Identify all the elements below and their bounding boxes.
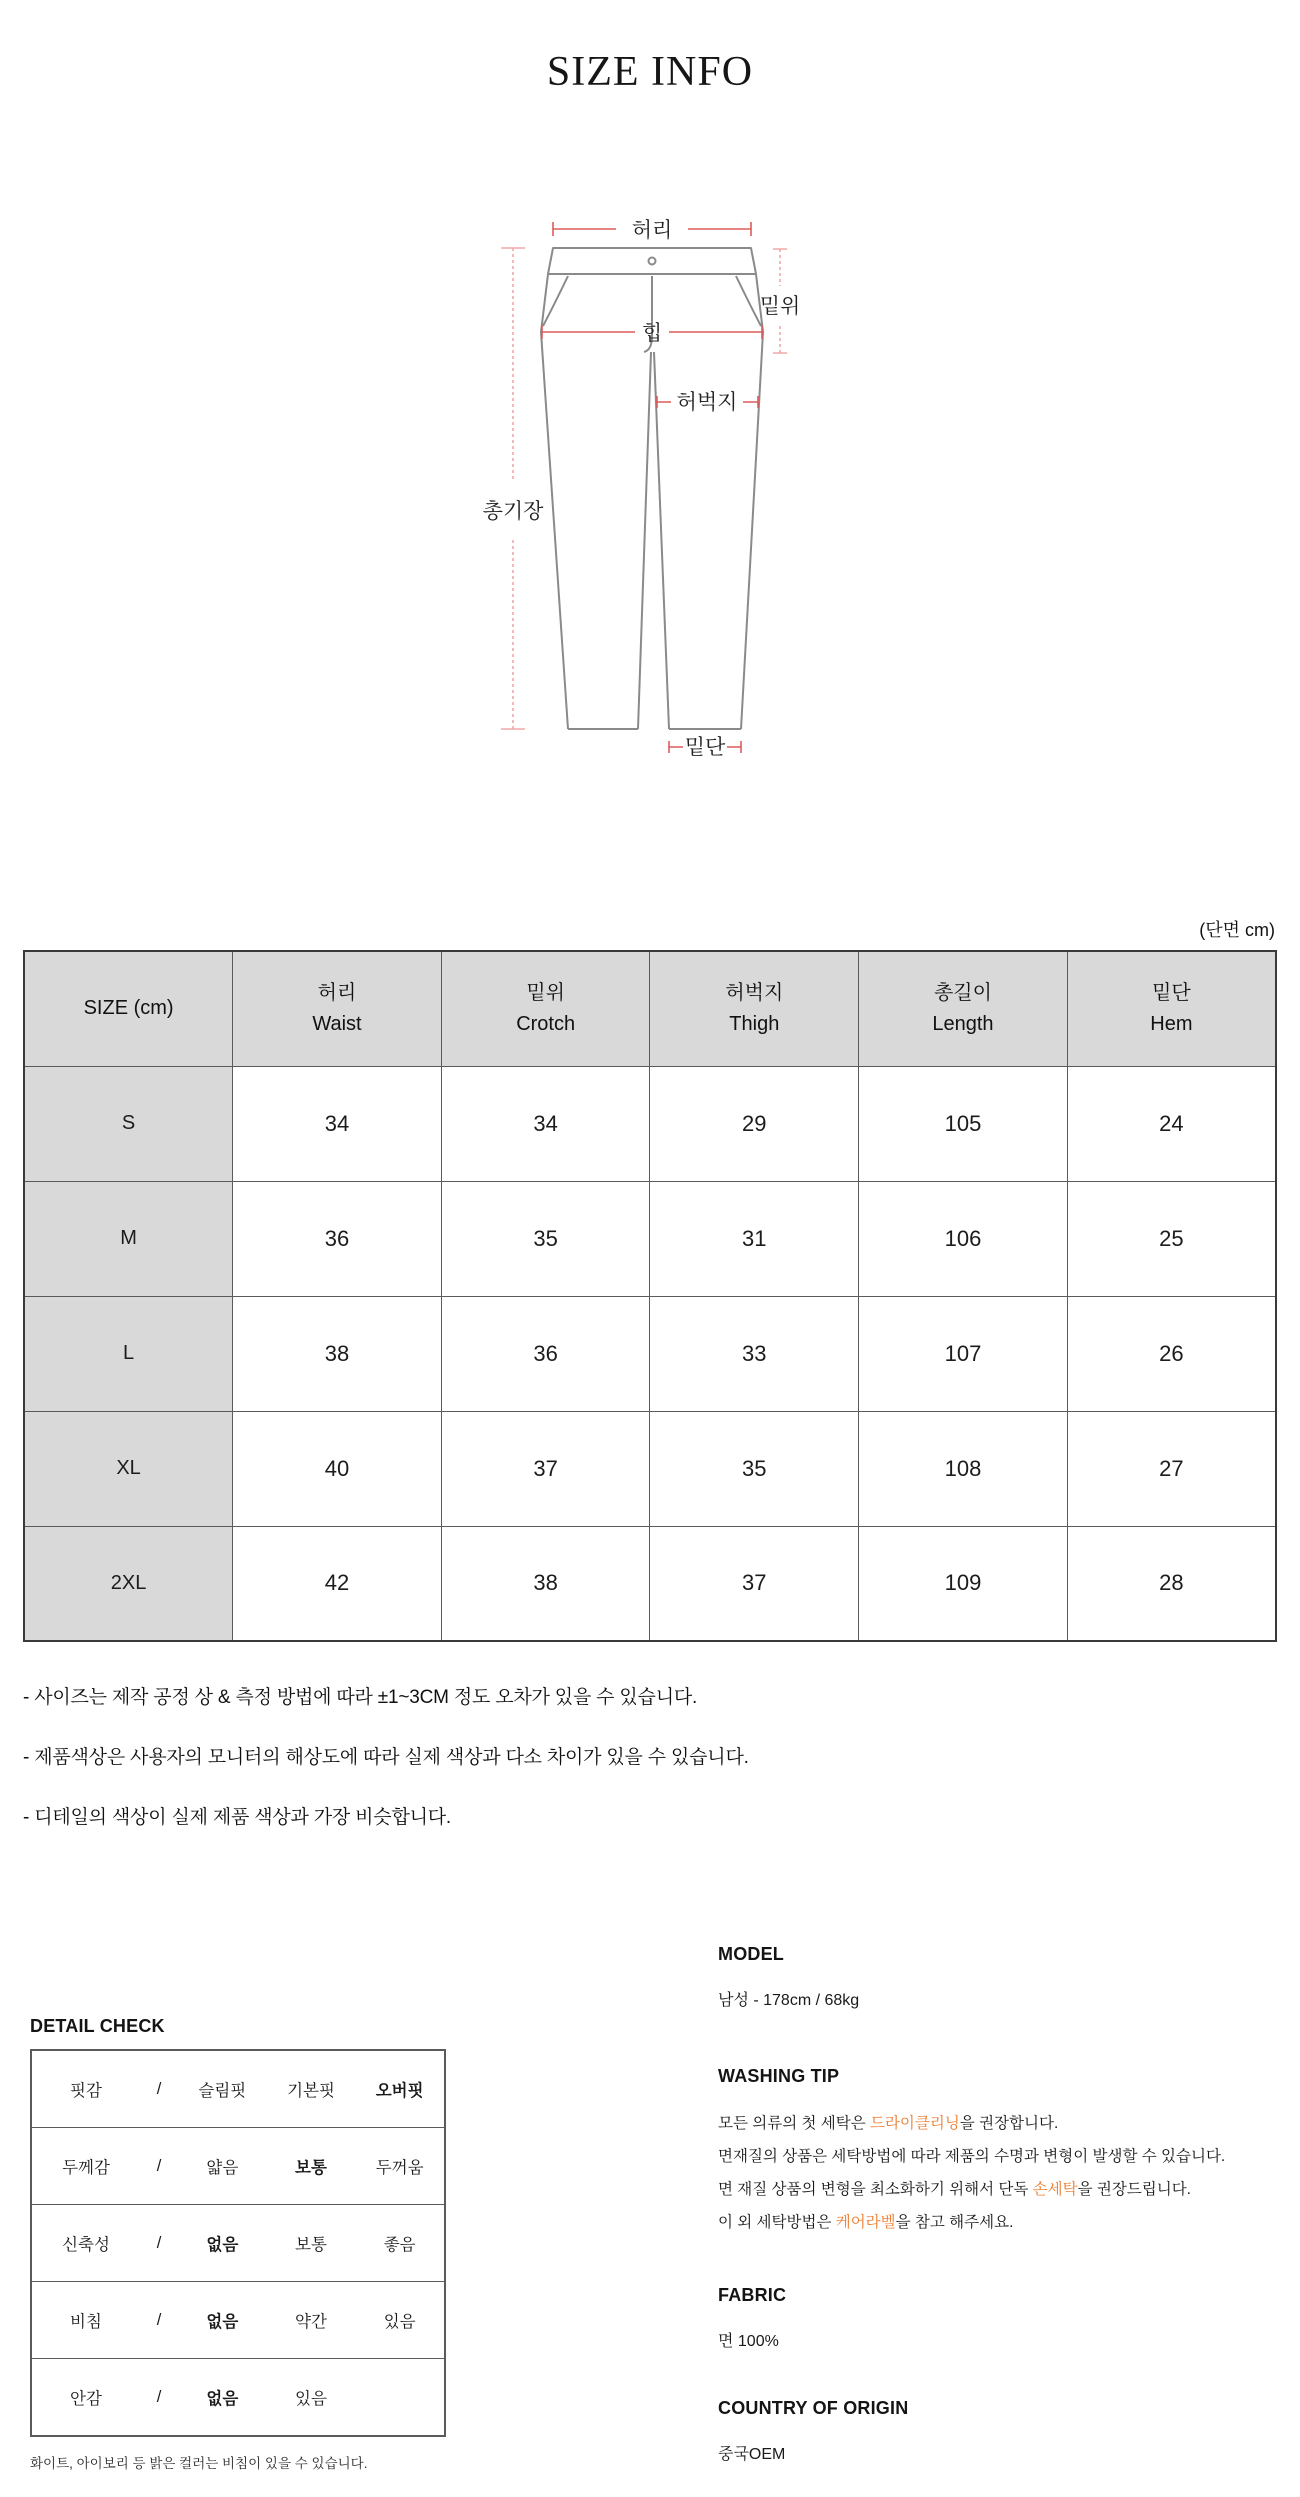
hip-measure-line (542, 322, 762, 345)
detail-check-row (31, 2359, 445, 2437)
washing-tip-line (718, 2140, 1278, 2173)
size-label-cell: S (24, 1066, 233, 1181)
length-measure-line (483, 248, 545, 729)
hip-label: 힙 (641, 322, 663, 345)
size-value-cell: 38 (233, 1296, 442, 1411)
size-value-cell: 29 (650, 1066, 859, 1181)
size-table-header-row (24, 951, 1276, 1066)
detail-option: 얇음 (206, 2159, 239, 2177)
note-line: - 사이즈는 제작 공정 상 & 측정 방법에 따라 ±1~3CM 정도 오차가 있을 수 있습니다. (23, 1687, 698, 1708)
washing-text: 을 권장드립니다. (1077, 2181, 1191, 2198)
size-label-cell: L (24, 1296, 233, 1411)
size-value-cell: 25 (1067, 1181, 1276, 1296)
detail-option: 없음 (206, 2236, 239, 2254)
model-value: 남성 - 178cm / 68kg (718, 1992, 860, 2009)
crotch-measure-line (760, 249, 801, 353)
page-title: SIZE INFO (546, 49, 754, 95)
size-table-header (24, 951, 1276, 1066)
detail-separator: / (156, 2156, 162, 2175)
washing-tip-line (718, 2107, 1278, 2140)
detail-separator: / (156, 2387, 162, 2406)
size-value-cell: 26 (1067, 1296, 1276, 1411)
pants-outline (541, 248, 763, 729)
hem-label: 밑단 (684, 736, 726, 759)
size-value-cell: 34 (233, 1066, 442, 1181)
washing-tip-heading: WASHING TIP (718, 2066, 840, 2086)
detail-check-row (31, 2050, 445, 2128)
header-ko-label: 허벅지 (725, 981, 784, 1004)
washing-tip-line (718, 2206, 1278, 2239)
detail-check-row-cell (31, 2359, 445, 2437)
size-value-cell: 35 (650, 1411, 859, 1526)
size-value-cell: 38 (441, 1526, 650, 1641)
detail-check-heading: DETAIL CHECK (30, 2016, 165, 2036)
fabric-heading: FABRIC (718, 2285, 787, 2305)
length-label: 총기장 (482, 500, 544, 523)
size-table-header-cell (859, 951, 1068, 1066)
size-value-cell: 27 (1067, 1411, 1276, 1526)
header-en-label: Crotch (516, 1012, 576, 1035)
size-value-cell: 42 (233, 1526, 442, 1641)
detail-option: 기본핏 (287, 2082, 335, 2100)
washing-tip-line (718, 2173, 1278, 2206)
size-table-row (24, 1411, 1276, 1526)
model-heading: MODEL (718, 1944, 784, 1964)
size-table-row (24, 1181, 1276, 1296)
detail-option: 있음 (383, 2313, 416, 2331)
size-label-cell: 2XL (24, 1526, 233, 1641)
detail-check-row-grid (32, 2282, 444, 2358)
detail-option: 보통 (295, 2159, 327, 2177)
detail-check-row-grid (32, 2205, 444, 2281)
header-en-label: Hem (1150, 1012, 1193, 1035)
size-table-header-cell (24, 951, 233, 1066)
size-value-cell: 108 (859, 1411, 1068, 1526)
size-value-cell: 109 (859, 1526, 1068, 1641)
washing-text: 을 권장합니다. (959, 2115, 1059, 2132)
detail-check-section (30, 1944, 446, 2472)
detail-option: 있음 (295, 2390, 327, 2408)
detail-option: 없음 (206, 2313, 239, 2331)
detail-label: 안감 (70, 2390, 102, 2408)
size-value-cell: 35 (441, 1181, 650, 1296)
detail-check-row (31, 2282, 445, 2359)
fabric-value: 면 100% (718, 2333, 779, 2350)
size-table-row (24, 1066, 1276, 1181)
detail-separator: / (156, 2233, 162, 2252)
crotch-label: 밑위 (759, 295, 801, 318)
detail-option: 두꺼움 (375, 2159, 424, 2177)
size-value-cell: 34 (441, 1066, 650, 1181)
washing-accent-text: 손세탁 (1032, 2181, 1078, 2198)
header-ko-label: 밑단 (1152, 981, 1191, 1004)
origin-value: 중국OEM (718, 2446, 786, 2463)
unit-note: (단면 cm) (1199, 920, 1275, 940)
size-value-cell: 37 (441, 1411, 650, 1526)
detail-check-row (31, 2205, 445, 2282)
size-value-cell: 36 (233, 1181, 442, 1296)
header-en-label: Thigh (729, 1012, 780, 1035)
size-table-header-cell (1067, 951, 1276, 1066)
note-line: - 제품색상은 사용자의 모니터의 해상도에 따라 실제 색상과 다소 차이가 있을 수 있습니다. (23, 1747, 749, 1768)
detail-option: 보통 (295, 2236, 327, 2254)
detail-check-row-grid (32, 2051, 444, 2127)
detail-check-row-cell (31, 2128, 445, 2205)
thigh-label: 허벅지 (676, 391, 738, 414)
size-table-header-cell (233, 951, 442, 1066)
size-notes (23, 1682, 1300, 1829)
waist-measure-line (553, 219, 751, 242)
size-value-cell: 105 (859, 1066, 1068, 1181)
waist-label: 허리 (631, 219, 673, 242)
detail-option: 없음 (206, 2390, 239, 2408)
detail-check-row-cell (31, 2050, 445, 2128)
thigh-measure-line (657, 391, 758, 414)
detail-option: 좋음 (383, 2236, 416, 2254)
detail-check-row-cell (31, 2205, 445, 2282)
washing-text: 면재질의 상품은 세탁방법에 따라 제품의 수명과 변형이 발생할 수 있습니다. (718, 2148, 1226, 2165)
header-ko-label: 허리 (317, 981, 357, 1004)
size-table-header-cell (441, 951, 650, 1066)
size-value-cell: 31 (650, 1181, 859, 1296)
size-value-cell: 106 (859, 1181, 1068, 1296)
size-value-cell: 24 (1067, 1066, 1276, 1181)
detail-check-row-grid (32, 2128, 444, 2204)
size-value-cell: 33 (650, 1296, 859, 1411)
size-table-row (24, 1526, 1276, 1641)
detail-check-table-body (31, 2050, 445, 2436)
hem-measure-line (669, 736, 741, 759)
origin-heading: COUNTRY OF ORIGIN (718, 2398, 909, 2418)
size-value-cell: 28 (1067, 1526, 1276, 1641)
detail-label: 신축성 (62, 2236, 110, 2254)
washing-accent-text: 드라이클리닝 (869, 2115, 960, 2132)
header-ko-label: 밑위 (526, 981, 565, 1004)
detail-check-table (30, 2049, 446, 2437)
detail-option: 약간 (295, 2313, 327, 2331)
size-table-body (24, 1066, 1276, 1641)
size-value-cell: 37 (650, 1526, 859, 1641)
size-table-header-cell (650, 951, 859, 1066)
detail-check-footnote: 화이트, 아이보리 등 밝은 컬러는 비침이 있을 수 있습니다. (30, 2456, 368, 2471)
detail-check-row-grid (32, 2359, 444, 2435)
bottom-section (0, 1944, 1300, 2472)
size-label-cell: M (24, 1181, 233, 1296)
detail-label: 핏감 (70, 2082, 102, 2100)
header-ko-label: SIZE (cm) (83, 997, 174, 1020)
washing-accent-text: 케어라벨 (835, 2214, 896, 2231)
washing-text: 모든 의류의 첫 세탁은 (718, 2115, 870, 2132)
detail-check-row (31, 2128, 445, 2205)
pants-measurement-diagram (440, 214, 860, 774)
washing-text: 면 재질 상품의 변형을 최소화하기 위해서 단독 (718, 2181, 1033, 2198)
header-en-label: Length (932, 1012, 994, 1035)
washing-text: 이 외 세탁방법은 (718, 2214, 836, 2231)
detail-option: 슬림핏 (198, 2082, 247, 2100)
washing-tip-lines (718, 2107, 1278, 2239)
detail-check-row-cell (31, 2282, 445, 2359)
header-en-label: Waist (312, 1012, 362, 1035)
size-value-cell: 107 (859, 1296, 1068, 1411)
detail-separator: / (156, 2079, 162, 2098)
info-section (718, 1944, 1278, 2472)
size-table-row (24, 1296, 1276, 1411)
size-table (23, 950, 1277, 1642)
header-ko-label: 총길이 (933, 981, 992, 1004)
size-diagram (0, 214, 1300, 874)
note-line: - 디테일의 색상이 실제 제품 색상과 가장 비슷합니다. (23, 1807, 451, 1828)
size-label-cell: XL (24, 1411, 233, 1526)
detail-label: 두께감 (62, 2159, 110, 2177)
size-value-cell: 40 (233, 1411, 442, 1526)
detail-label: 비침 (70, 2313, 102, 2331)
size-value-cell: 36 (441, 1296, 650, 1411)
detail-separator: / (156, 2310, 162, 2329)
detail-option: 오버핏 (375, 2082, 424, 2100)
washing-text: 을 참고 해주세요. (895, 2214, 1014, 2231)
